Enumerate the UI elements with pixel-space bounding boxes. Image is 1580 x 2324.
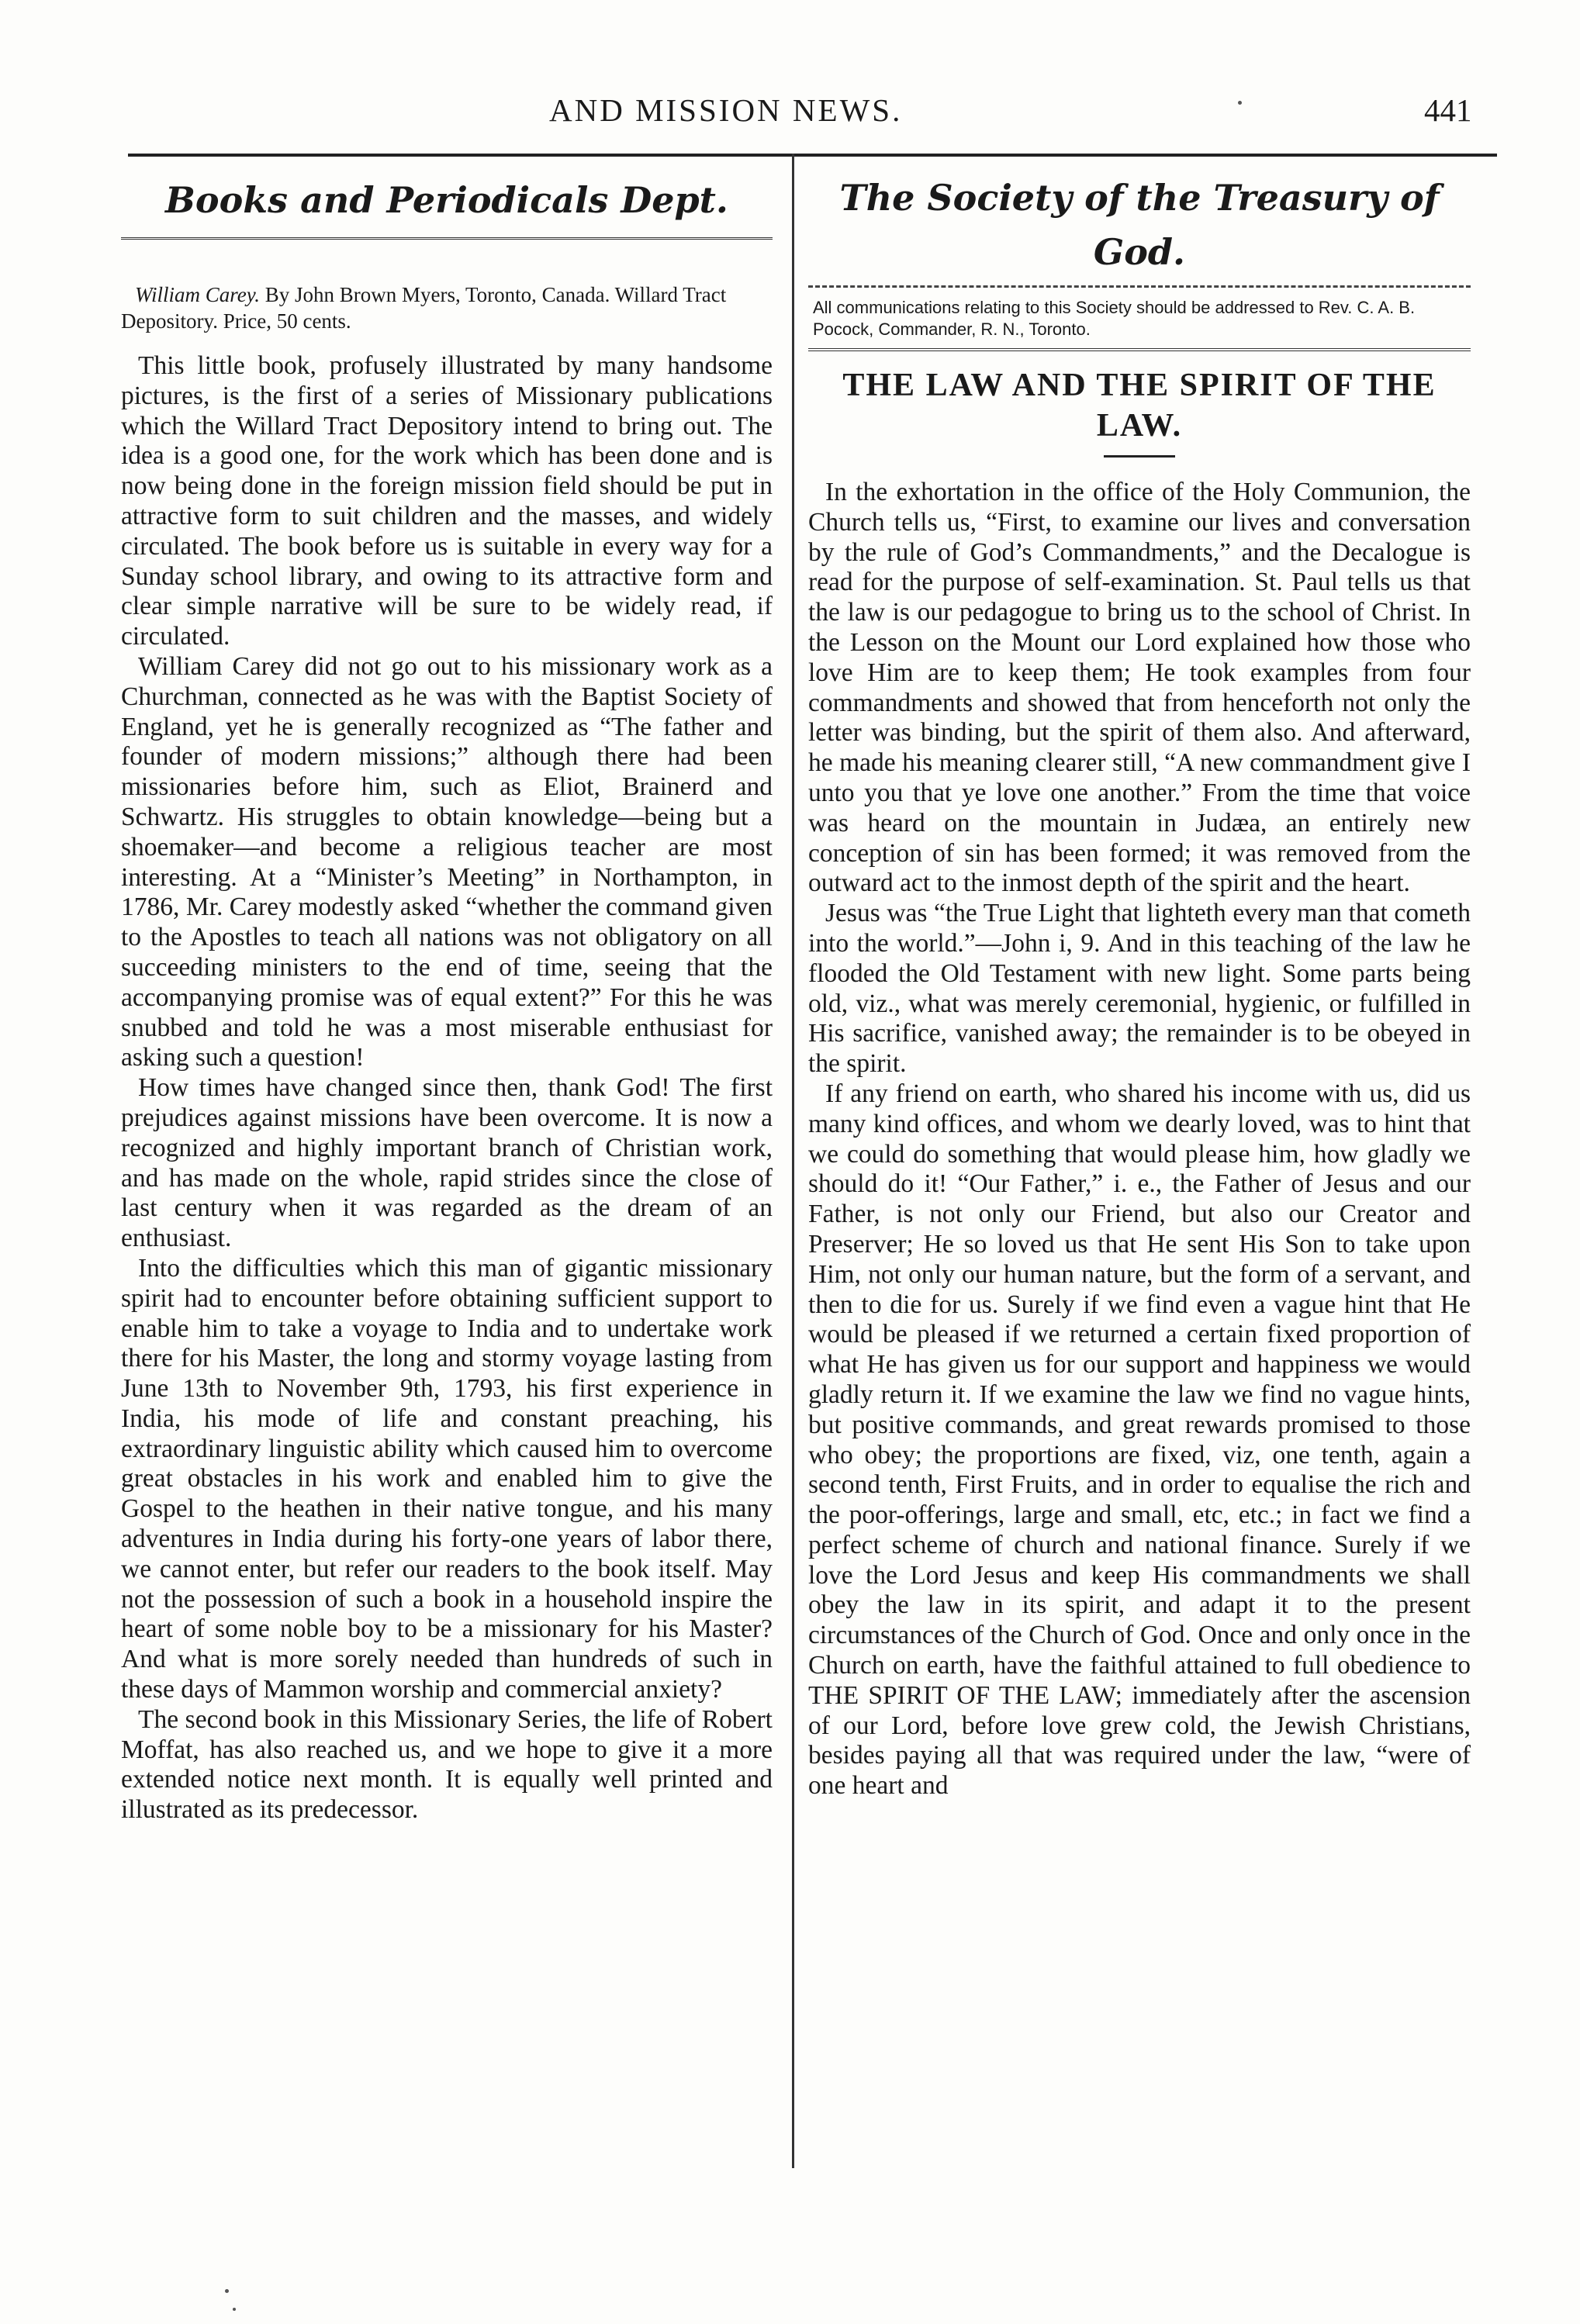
title-rule — [1104, 455, 1175, 458]
books-dept-heading: Books and Periodicals Dept. — [121, 171, 773, 240]
print-speck — [233, 2308, 236, 2311]
society-heading: The Society of the Treasury of God. — [839, 177, 1440, 273]
article-title: THE LAW AND THE SPIRIT OF THE LAW. — [842, 368, 1437, 444]
header-rule — [128, 154, 1497, 157]
print-speck — [1238, 101, 1242, 105]
paragraph: This little book, profusely illustrated by many handsome pictures, is the first of a series of Missionary publications which the Willard Tract Depository intend to bring out. The idea is a good one, for the work which has been done and is now being done in the foreign mission field should be put in attractive form to suit children and the masses, and widely circulated. The book before us is suitable in every way for a Sunday school library, and owing to its attractive form and clear simple narrative will be sure to be widely read, if circulated. — [121, 351, 773, 651]
running-title: AND MISSION NEWS. — [549, 92, 903, 128]
article-text — [808, 478, 1471, 1801]
paragraph: How times have changed since then, thank God! The first prejudices against missions have been overcome. It is now a recognized and highly important branch of Christian work, and has made on the whole, rapid strides since the close of last century when it was regarded as the dream of an enthusiast. — [121, 1073, 773, 1253]
page-number: 441 — [1424, 92, 1472, 128]
paragraph: If any friend on earth, who shared his income with us, did us many kind offices, and whom we dearly loved, was to hint that we could do something that would please him, how gladly we should do it! “Our Father,” i. e., the Father of Jesus and our Father, is not only our Friend, but also our Creator and Preserver; He so loved us that He sent His Son to take upon Him, not only our human nature, but the form of a servant, and then to die for us. Surely if we find even a vague hint that He would be pleased if we returned a certain fixed proportion of what He has given us for our support and happiness we would gladly return it. If we examine the law we find no vague hints, but positive commands, and great rewards promised to those who obey; the proportions are fixed, viz, one tenth, again a second tenth, First Fruits, and in order to equalise the rich and the poor-offerings, large and small, etc, etc.; in fact we find a perfect scheme of church and national finance. Surely if we love the Lord Jesus and keep His commandments we shall obey the law in its spirit, and adapt it to the present circumstances of the Church of God. Once and only once in the Church on earth, have the faithful attained to full obedience to THE SPIRIT OF THE LAW; immediately after the ascension of our Lord, before love grew cold, the Jewish Christians, besides paying all that was required under the law, “were of one heart and — [808, 1079, 1471, 1801]
paragraph: The second book in this Missionary Series, the life of Robert Moffat, has also reached us, and we hope to give it a more extended notice next month. It is equally well printed and illustrated as its predecessor. — [121, 1704, 773, 1825]
paragraph: Into the difficulties which this man of gigantic missionary spirit had to encounter before obtaining sufficient support to enable him to take a voyage to India and to undertake work there for his Master, the long and stormy voyage lasting from June 13th to November 9th, 1793, his first experience in India, his mode of life and constant preaching, his extraordinary linguistic ability which caused him to overcome great obstacles in his work and enabled him to give the Gospel to the heathen in their native tongue, and his many adventures in India during his forty-one years of labor there, we cannot enter, but refer our readers to the book itself. May not the possession of such a book in a household inspire the heart of some noble boy to be a missionary for his Master? And what is more sorely needed than hundreds of such in these days of Mammon worship and commercial anxiety? — [121, 1253, 773, 1704]
print-speck — [225, 2289, 229, 2293]
paragraph: Jesus was “the True Light that lighteth every man that cometh into the world.”—John i, 9. And in this teaching of the law he flooded the Old Testament with new light. Some parts being old, viz., what was merely ceremonial, hygienic, or fulfilled in His sacrifice, vanished away; the remainder is to be obeyed in the spirit. — [808, 899, 1471, 1079]
paragraph: William Carey did not go out to his missionary work as a Churchman, connected as he was with the Baptist Society of England, yet he is generally recognized as “The father and founder of modern missions;” although there had been missionaries before him, such as Eliot, Brainerd and Schwartz. His struggles to obtain knowledge—being but a shoemaker—and become a religious teacher are most interesting. At a “Minister’s Meeting” in Northampton, in 1786, Mr. Carey modestly asked “whether the command given to the Apostles to teach all nations was not obligatory on all succeeding ministers to the end of time, seeing that the accompanying promise was of equal extent?” For this he was snubbed and told he was a most miserable enthusiast for asking such a question! — [121, 651, 773, 1072]
book-review-text — [121, 351, 773, 1825]
left-column — [121, 164, 773, 1825]
column-divider — [792, 154, 794, 2168]
running-head — [0, 92, 1580, 138]
book-details: By John Brown Myers, Toronto, Canada. Willard Tract Depository. Price, 50 cents. — [121, 283, 727, 333]
communications-notice: All communications relating to this Society should be addressed to Rev. C. A. B. Pocock, Commander, R. N., Toronto. — [808, 285, 1471, 351]
book-title: William Carey. — [135, 283, 260, 306]
book-entry — [121, 281, 773, 334]
right-column — [808, 164, 1471, 1801]
paragraph: In the exhortation in the office of the Holy Communion, the Church tells us, “First, to examine our lives and conversation by the rule of God’s Commandments,” and the Decalogue is read for the purpose of self-examination. St. Paul tells us that the law is our pedagogue to bring us to the school of Christ. In the Lesson on the Mount our Lord explained how those who love Him are to keep them; He took examples from four commandments and showed that from henceforth not only the letter was binding, but the spirit of them also. And afterward, he made his meaning clearer still, “A new commandment give I unto you that ye love one another.” From the time that voice was heard on the mountain in Judæa, an entirely new conception of sin has been formed; it was removed from the outward act to the inmost depth of the spirit and the heart. — [808, 478, 1471, 898]
